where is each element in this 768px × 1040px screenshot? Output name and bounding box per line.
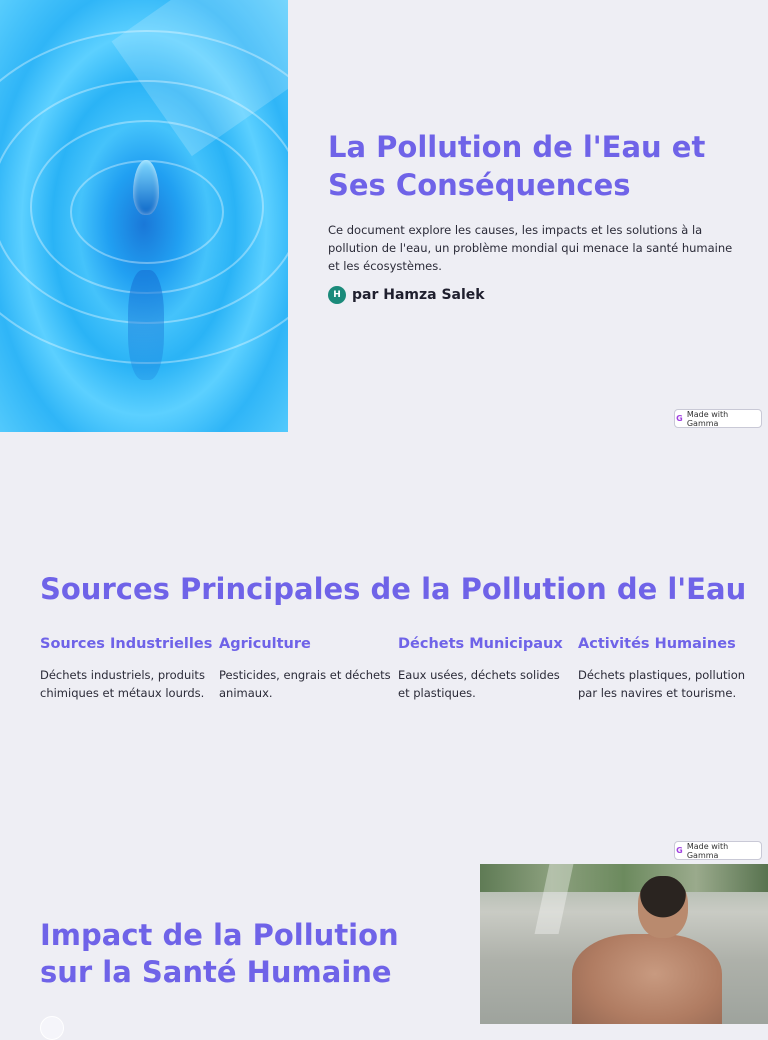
column-heading: Sources Industrielles [40,636,213,652]
water-drop-image [0,0,288,432]
column-heading: Activités Humaines [578,636,736,652]
health-impact-title: Impact de la Pollution sur la Santé Humaine [40,918,399,989]
slide-title [0,0,768,432]
made-with-gamma-badge[interactable] [674,409,762,428]
intro-description: Ce document explore les causes, les impacts et les solutions à la pollution de l'eau, un problème mondial qui menace la santé humaine et les écosystèmes. [328,223,733,273]
column-agriculture [219,634,394,702]
column-text: Eaux usées, déchets solides et plastiques. [398,668,560,700]
made-with-gamma-badge[interactable] [674,841,762,860]
column-text: Pesticides, engrais et déchets animaux. [219,668,391,700]
author-name: par Hamza Salek [352,287,485,303]
column-municipal [398,634,573,702]
sources-title: Sources Principales de la Pollution de l'Eau [40,572,747,606]
badge-label: Made with Gamma [686,409,729,428]
gamma-logo-icon: G [676,846,683,855]
avatar: H [328,286,346,304]
gamma-logo-icon: G [676,414,683,423]
author-line [328,286,485,304]
list-marker-icon [40,1016,64,1040]
column-text: Déchets plastiques, pollution par les navires et tourisme. [578,668,746,700]
badge-label: Made with Gamma [686,841,729,860]
column-heading: Agriculture [219,636,311,652]
column-human-activities [578,634,753,702]
polluted-river-photo [480,864,768,1024]
column-industrial [40,634,215,702]
column-heading: Déchets Municipaux [398,636,563,652]
column-text: Déchets industriels, produits chimiques et métaux lourds. [40,668,205,700]
page-title: La Pollution de l'Eau et Ses Conséquences [328,130,706,202]
